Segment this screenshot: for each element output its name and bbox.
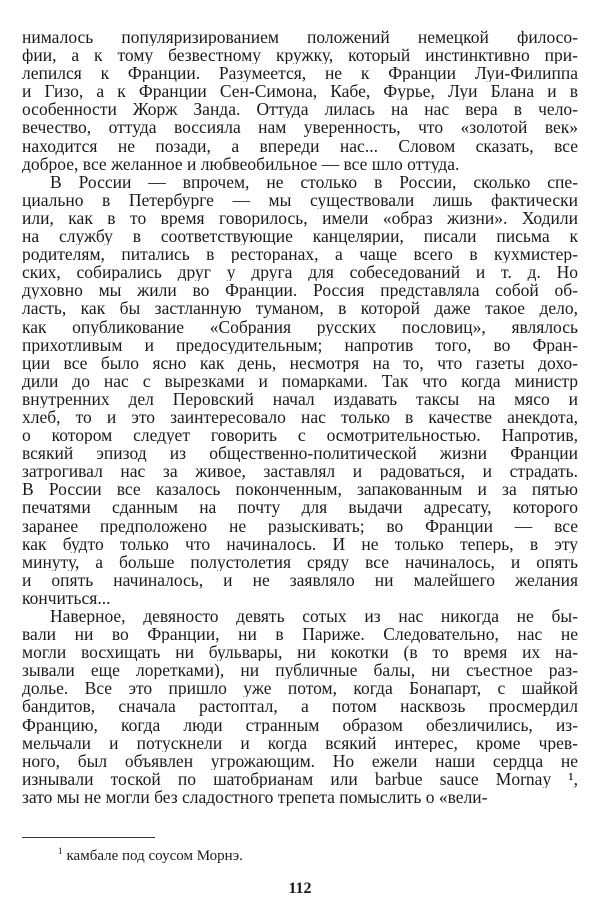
text-line: и опять начиналось, и не заявляло ни малейшего желания: [22, 570, 578, 589]
text-line: всякий эпизод из общественно-политической жизни Франции: [22, 444, 578, 463]
footnote: [58, 846, 243, 865]
text-line: вечество, оттуда воссияла нам уверенность, что «золотой век»: [22, 118, 578, 137]
text-line: ции все было ясно как день, несмотря на то, что газеты дохо-: [22, 353, 578, 372]
text-line: находится не позади, а впереди нас... Словом сказать, все: [22, 136, 578, 155]
text-line: фии, а к тому безвестному кружку, который инстинктивно при-: [22, 46, 578, 65]
text-line: как опубликование «Собрания русских пословиц», являлось: [22, 317, 578, 336]
text-line: могли восхищать ни бульвары, ни кокотки (в то время их на-: [22, 643, 578, 662]
text-line: нималось популяризированием положений немецкой филосо-: [22, 28, 578, 47]
paragraph: [22, 607, 578, 806]
text-line: ласть, как бы застланную туманом, в которой даже такое дело,: [22, 299, 578, 318]
text-line: минуту, а больше полустолетия сряду все начиналось, и опять: [22, 552, 578, 571]
text-line: затрогивал нас за живое, заставлял и радоваться, и страдать.: [22, 462, 578, 481]
text-line: долье. Все это пришло уже потом, когда Бонапарт, с шайкой: [22, 679, 578, 698]
text-line: о котором следует говорить с осмотрительностью. Напротив,: [22, 426, 578, 445]
text-line: зывали еще лоретками), ни публичные балы, ни съестное раз-: [22, 661, 578, 680]
text-line: Францию, когда люди странным образом обезличились, из-: [22, 715, 578, 734]
page-number: 112: [288, 880, 312, 897]
text-line: заранее предположено не разыскивать; во Франции — все: [22, 516, 578, 535]
text-line: прихотливым и предосудительным; напротив того, во Фран-: [22, 335, 578, 354]
text-line: В России — впрочем, не столько в России, сколько спе-: [50, 172, 578, 191]
text-line: циально в Петербурге — мы существовали лишь фактически: [22, 190, 578, 209]
footnote-text: камбале под соусом Морнэ.: [66, 848, 243, 864]
text-line: дили до нас с вырезками и помарками. Так что когда министр: [22, 371, 578, 390]
text-line: доброе, все желанное и любвеобильное — все шло оттуда.: [22, 154, 460, 173]
paragraph: [22, 173, 578, 607]
text-line: зато мы не могли без сладостного трепета помыслить о «вели-: [22, 787, 488, 807]
text-line: родителям, питались в ресторанах, а чаще всего в кухмистер-: [22, 245, 578, 264]
text-line: или, как в то время говорилось, имели «образ жизни». Ходили: [22, 208, 578, 228]
footnote-divider: [22, 837, 155, 838]
text-line: ного, был объявлен угрожающим. Но ежели наши сердца не: [22, 751, 578, 770]
text-line: духовно мы жили во Франции. Россия представляла собой об-: [22, 281, 578, 300]
text-line: ских, собирались друг у друга для собеседований и т. д. Но: [22, 263, 578, 282]
text-line: печатями сданным на почту для выдачи адресату, которого: [22, 498, 578, 517]
text-line: В России все казалось поконченным, запакованным и за пятью: [22, 480, 578, 499]
text-line: и Гизо, а к Франции Сен-Симона, Кабе, Фурье, Луи Блана и в: [22, 82, 578, 101]
text-line: лепился к Франции. Разумеется, не к Франции Луи-Филиппа: [22, 64, 578, 83]
page-body: [22, 28, 578, 806]
text-line: внутренних дел Перовский начал издавать таксы на мясо и: [22, 389, 578, 408]
paragraph: [22, 28, 578, 173]
text-line: вали ни во Франции, ни в Париже. Следовательно, нас не: [22, 625, 578, 644]
footnote-marker: 1: [58, 846, 63, 856]
text-line: кончиться...: [22, 588, 111, 607]
text-line: бандитов, сначала растоптал, а потом насквозь просмердил: [22, 697, 578, 716]
text-line: как будто только что начиналось. И не только теперь, в эту: [22, 534, 578, 553]
text-line: особенности Жорж Занда. Оттуда лилась на нас вера в чело-: [22, 100, 578, 119]
text-line: Наверное, девяносто девять сотых из нас никогда не бы-: [50, 607, 578, 626]
text-line: изнывали тоской по шатобрианам или barbue sauce Mornay ¹,: [22, 769, 578, 788]
text-line: на службу в соответствующие канцелярии, писали письма к: [22, 227, 578, 246]
text-line: хлеб, то и это заинтересовало нас только в качестве анекдота,: [22, 407, 578, 427]
text-line: мельчали и потускнели и когда всякий интерес, кроме чрев-: [22, 733, 578, 752]
